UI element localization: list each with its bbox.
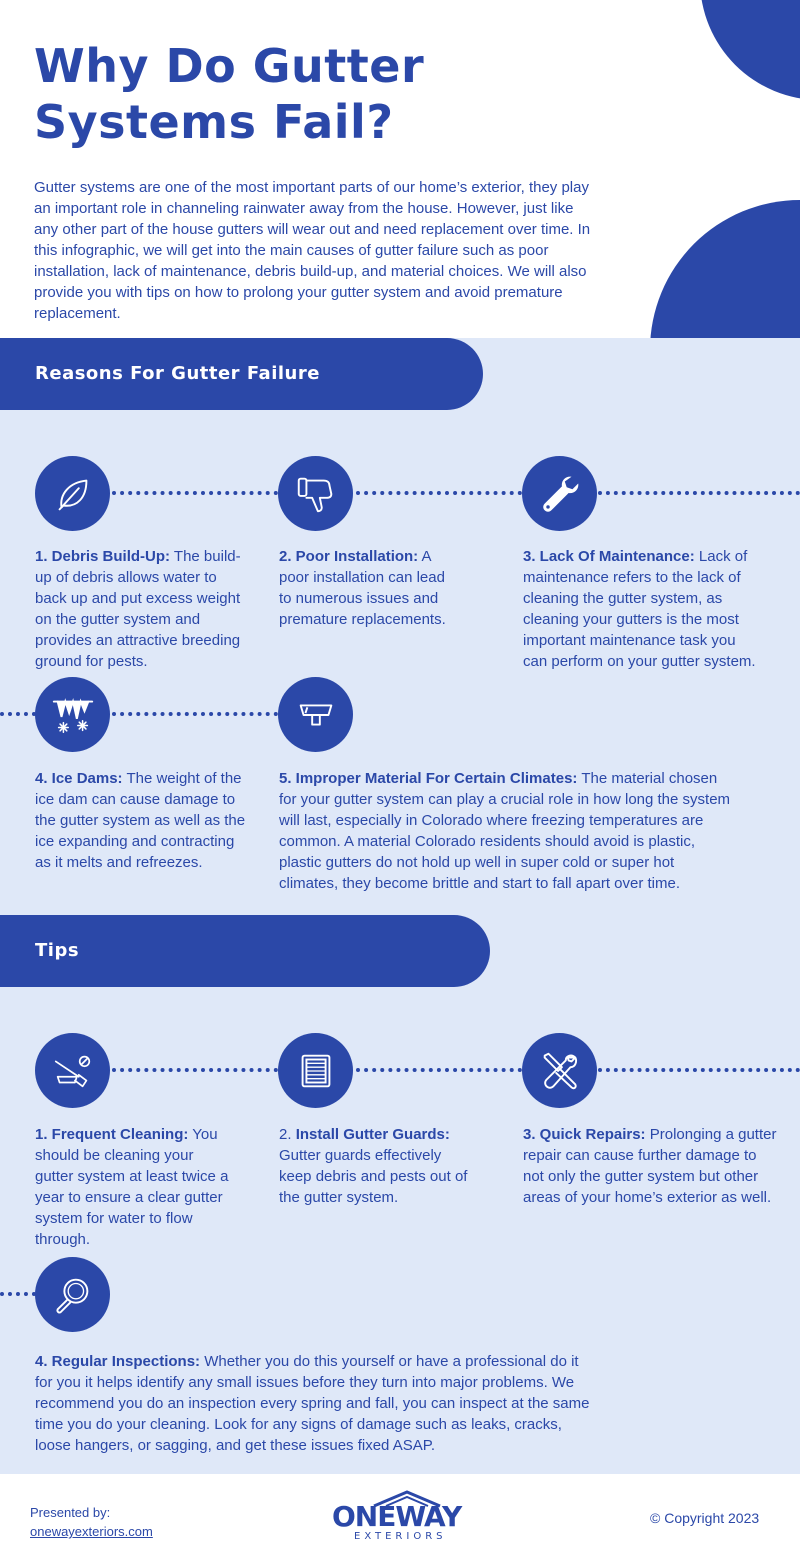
gutter-icon bbox=[278, 677, 353, 752]
reason-ice-dams-title: 4. Ice Dams: bbox=[35, 770, 123, 787]
reasons-heading: Reasons For Gutter Failure bbox=[35, 363, 320, 384]
tip-guards-text: Gutter guards effectively keep debris and pests out of the gutter system. bbox=[279, 1147, 468, 1206]
tip-cleaning-title: 1. Frequent Cleaning: bbox=[35, 1126, 189, 1143]
content-panel bbox=[0, 338, 800, 1474]
copyright: © Copyright 2023 bbox=[650, 1510, 760, 1526]
reason-debris-text: The build-up of debris allows water to back up and put excess weight on the gutter system and provides an attractive breeding ground for pests. bbox=[35, 548, 241, 670]
gutter-cleaning-icon bbox=[35, 1033, 110, 1108]
connector-dots bbox=[112, 491, 278, 495]
reasons-banner bbox=[0, 338, 483, 410]
connector-dots bbox=[598, 491, 800, 495]
tip-cleaning-text: You should be cleaning your gutter system at least twice a year to ensure a clear gutter system for water to flow through. bbox=[35, 1126, 229, 1248]
tip-inspections bbox=[35, 1351, 595, 1456]
reason-maintenance-title: 3. Lack Of Maintenance: bbox=[523, 548, 695, 565]
reason-material-title: 5. Improper Material For Certain Climates: bbox=[279, 770, 578, 787]
tools-icon bbox=[522, 1033, 597, 1108]
tip-repairs-text: Prolonging a gutter repair can cause further damage to not only the gutter system but other areas of your home’s exterior as well. bbox=[523, 1126, 777, 1206]
connector-dots bbox=[598, 1068, 800, 1072]
tips-heading: Tips bbox=[35, 940, 80, 961]
tip-inspections-text: Whether you do this yourself or have a professional do it for you it helps identify any small issues before they turn into major problems. We recommend you do an inspection every spring and fall, you can inspect at the same time you do your cleaning. Look for any signs of damage such as leaks, cracks, loose hangers, or sagging, and get these issues fixed ASAP. bbox=[35, 1353, 590, 1454]
reason-installation-title: 2. Poor Installation: bbox=[279, 548, 419, 565]
connector-dots bbox=[356, 491, 522, 495]
wrench-icon bbox=[522, 456, 597, 531]
connector-dots bbox=[0, 712, 36, 716]
tips-banner bbox=[0, 915, 490, 987]
tip-guards-number: 2. bbox=[279, 1126, 296, 1143]
intro-paragraph: Gutter systems are one of the most important parts of our home’s exterior, they play an important role in channeling rainwater away from the house. However, just like any other part of the house gutters will wear out and need replacement over time. In this infographic, we will get into the main causes of gutter failure such as poor installation, lack of maintenance, debris build-up, and material choices. We will also provide you with tips on how to prolong your gutter system and avoid premature replacement. bbox=[34, 179, 591, 322]
connector-dots bbox=[112, 1068, 278, 1072]
reason-installation-text: A poor installation can lead to numerous issues and premature replacements. bbox=[279, 548, 446, 628]
reason-maintenance-text: Lack of maintenance refers to the lack of cleaning the gutter system, as cleaning your gutters is the most important maintenance task you can perform on your gutter system. bbox=[523, 548, 756, 670]
presented-label: Presented by: bbox=[30, 1505, 111, 1520]
tip-repairs bbox=[523, 1124, 778, 1208]
page-title: Why Do Gutter Systems Fail? bbox=[34, 39, 425, 149]
oneway-logo bbox=[332, 1490, 464, 1545]
ice-dam-icon bbox=[35, 677, 110, 752]
reason-debris bbox=[35, 546, 245, 672]
logo-word: ONEWAY bbox=[332, 1500, 462, 1533]
reason-material bbox=[279, 768, 734, 894]
tip-inspections-title: 4. Regular Inspections: bbox=[35, 1353, 201, 1370]
reason-debris-title: 1. Debris Build-Up: bbox=[35, 548, 171, 565]
thumbs-down-icon bbox=[278, 456, 353, 531]
presented-by bbox=[30, 1503, 153, 1541]
reason-material-text: The material chosen for your gutter system can play a crucial role in how long the system will last, especially in Colorado where freezing temperatures are common. A material Colorado residents should avoid is plastic, plastic gutters do not hold up well in super cold or super hot climates, they become brittle and start to fall apart over time. bbox=[279, 770, 731, 892]
reason-installation bbox=[279, 546, 459, 630]
tip-guards bbox=[279, 1124, 474, 1208]
connector-dots bbox=[112, 712, 278, 716]
logo-subtext: EXTERIORS bbox=[354, 1531, 447, 1542]
gutter-guard-icon bbox=[278, 1033, 353, 1108]
magnifier-icon bbox=[35, 1257, 110, 1332]
website-link[interactable]: onewayexteriors.com bbox=[30, 1524, 153, 1539]
tip-repairs-title: 3. Quick Repairs: bbox=[523, 1126, 646, 1143]
tip-cleaning bbox=[35, 1124, 235, 1250]
reason-maintenance bbox=[523, 546, 763, 672]
connector-dots bbox=[356, 1068, 522, 1072]
reason-ice-dams bbox=[35, 768, 250, 873]
connector-dots bbox=[0, 1292, 36, 1296]
tip-guards-title: Install Gutter Guards: bbox=[295, 1126, 450, 1143]
leaf-icon bbox=[35, 456, 110, 531]
reason-ice-dams-text: The weight of the ice dam can cause damage to the gutter system as well as the ice expanding and contracting as it melts and refreezes. bbox=[35, 770, 246, 871]
decorative-circle-top bbox=[700, 0, 800, 100]
